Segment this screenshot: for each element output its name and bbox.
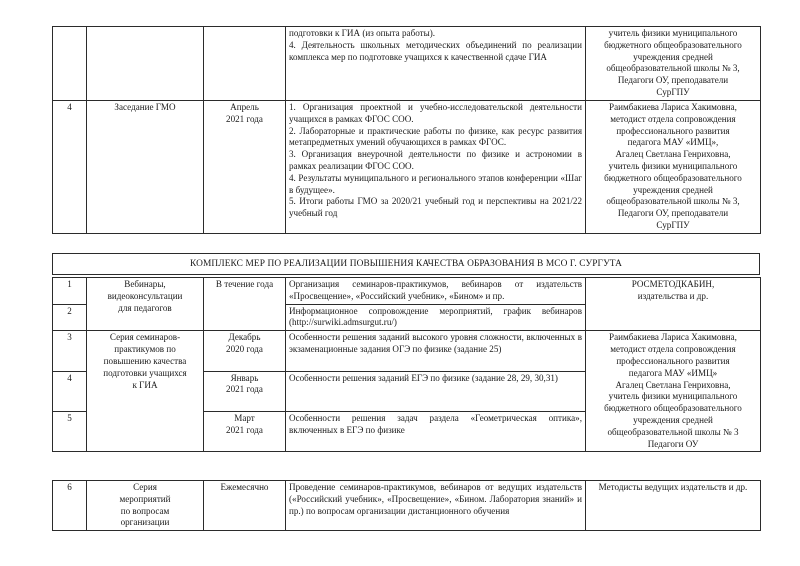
event-line: Серия [133, 482, 157, 492]
performer-line: Педагоги ОУ, преподаватели [617, 75, 729, 86]
performer-line: педагога МАУ «ИМЦ», [627, 137, 719, 148]
performer-line: Раимбакиева Лариса Хакимовна, [609, 101, 737, 112]
event-line: видеоконсультации [107, 290, 183, 301]
date-line: Март [234, 413, 255, 423]
date-line: 2021 года [226, 113, 263, 124]
table-row [53, 254, 760, 275]
performer-line: методист отдела сопровождения [610, 113, 736, 124]
event-line: повышению качества [103, 355, 187, 366]
cell-number: 1 [53, 278, 87, 305]
cell-performer [586, 100, 761, 233]
performer-line: Агалец Светлана Генриховна, [615, 149, 731, 160]
event-line: Серия семинаров- [109, 332, 181, 343]
cell-date [204, 331, 286, 371]
event-line: к ГИА [132, 379, 158, 390]
cell-content [286, 331, 586, 371]
content-paragraph: подготовки к ГИА (из опыта работы). [289, 28, 436, 38]
performer-line: Педагоги ОУ [647, 438, 699, 449]
content-paragraph: Особенности решения заданий высокого уровня сложности, включенных в экзаменационные задания ОГЭ по физике (задание 25) [289, 332, 582, 355]
cell-performer: Методисты ведущих издательств и др. [586, 481, 761, 531]
cell-event: Заседание ГМО [87, 100, 204, 233]
table-row [53, 27, 761, 101]
performer-line: СурГПУ [656, 87, 690, 98]
content-paragraph: 3. Организация внеурочной деятельности по физике и астрономии в рамках реализации ФГОС СОО. [289, 149, 582, 171]
performer-line: учитель физики муниципального [608, 391, 738, 402]
date-line: Апрель [230, 101, 259, 112]
table-row [53, 481, 761, 531]
content-paragraph: Особенности решения задач раздела «Геометрическая оптика», включенных в ЕГЭ по физике [289, 413, 582, 435]
performer-line: учреждения средней [633, 51, 713, 62]
cell-date [204, 371, 286, 411]
date-line: 2020 года [226, 344, 263, 355]
cell-event [87, 331, 204, 452]
performer-line: бюджетного общеобразовательного [604, 39, 742, 50]
content-paragraph: 5. Итоги работы ГМО за 2020/21 учебный год и перспективы на 2021/22 учебный год [289, 196, 582, 219]
performer-line: учреждения средней [633, 414, 713, 425]
cell-number: 5 [53, 412, 87, 452]
date-line: 2021 года [226, 424, 263, 435]
cell-number [53, 27, 87, 101]
cell-date [204, 100, 286, 233]
cell-date [204, 27, 286, 101]
schedule-table-top [52, 26, 761, 234]
date-line: Январь [230, 372, 259, 383]
section-banner [52, 253, 760, 275]
cell-content [286, 278, 586, 305]
cell-content [286, 371, 586, 411]
cell-content [286, 100, 586, 233]
cell-number: 4 [53, 371, 87, 411]
performer-line: профессионального развития [616, 125, 730, 136]
cell-content [286, 481, 586, 531]
performer-line: Педагоги ОУ, преподаватели [617, 208, 729, 219]
performer-line: педагога МАУ «ИМЦ» [628, 367, 718, 378]
event-line: организации [120, 517, 170, 528]
event-line: для педагогов [118, 302, 172, 313]
cell-content [286, 27, 586, 101]
event-line: подготовки учащихся [103, 367, 187, 378]
performer-line: Агалец Светлана Генриховна, [615, 379, 731, 390]
performer-line: бюджетного общеобразовательного [604, 403, 742, 414]
cell-number: 6 [53, 481, 87, 531]
table-row [53, 278, 761, 305]
performer-line: методист отдела сопровождения [610, 344, 736, 355]
performer-line: бюджетного общеобразовательного [604, 172, 742, 183]
cell-number: 2 [53, 304, 87, 331]
cell-content [286, 304, 586, 331]
cell-number: 4 [53, 100, 87, 233]
cell-event [87, 27, 204, 101]
cell-date: В течение года [204, 278, 286, 331]
content-paragraph: Особенности решения заданий ЕГЭ по физике (задание 28, 29, 30,31) [289, 372, 558, 383]
performer-line: общеобразовательной школы № 3, [606, 196, 740, 207]
table-row [53, 331, 761, 371]
performer-line: общеобразовательной школы № 3 [607, 426, 739, 437]
event-line: по вопросам [120, 505, 170, 516]
performer-line: профессионального развития [616, 355, 730, 366]
event-line: Вебинары, [124, 279, 166, 289]
performer-line: учитель физики муниципального [608, 160, 738, 171]
performer-line: СурГПУ [656, 220, 690, 230]
content-paragraph: 1. Организация проектной и учебно-исследовательской деятельности учащихся в рамках ФГОС СОО. [289, 101, 582, 124]
cell-event [87, 278, 204, 331]
performer-line: Раимбакиева Лариса Хакимовна, [609, 332, 737, 343]
content-paragraph: Информационное сопровождение мероприятий, график вебинаров (http://surwiki.admsurgut.ru/) [289, 305, 582, 328]
cell-performer [586, 331, 761, 452]
cell-performer [586, 278, 761, 331]
schedule-table-row-six [52, 480, 761, 531]
content-paragraph: 2. Лабораторные и практические работы по физике, как ресурс развития метапредметных умений обучающихся в рамках ФГОС. [289, 125, 582, 148]
content-paragraph: Организация семинаров-практикумов, вебинаров от издательств «Просвещение», «Российский учебник», «Бином» и пр. [289, 279, 582, 301]
cell-number: 3 [53, 331, 87, 371]
cell-date [204, 412, 286, 452]
cell-date: Ежемесячно [204, 481, 286, 531]
table-row [53, 100, 761, 233]
event-line: мероприятий [119, 493, 171, 504]
schedule-table-bottom [52, 277, 761, 452]
date-line: Декабрь [228, 332, 261, 343]
performer-line: издательства и др. [637, 290, 709, 301]
cell-event [87, 481, 204, 531]
performer-line: учитель физики муниципального [608, 28, 738, 38]
banner-title: КОМПЛЕКС МЕР ПО РЕАЛИЗАЦИИ ПОВЫШЕНИЯ КАЧЕСТВА ОБРАЗОВАНИЯ В МСО Г. СУРГУТА [53, 254, 760, 275]
event-line: практикумов по [114, 344, 176, 355]
content-paragraph: Проведение семинаров-практикумов, вебинаров от ведущих издательств («Российский учебник», «Просвещение», «Бином. Лаборатория знаний» и пр.) по вопросам организации дистанционного обучения [289, 482, 582, 516]
content-paragraph: 4. Деятельность школьных методических объединений по реализации комплекса мер по подготовке учащихся к качественной сдаче ГИА [289, 39, 582, 62]
performer-line: общеобразовательной школы № 3, [606, 63, 740, 74]
content-paragraph: 4. Результаты муниципального и регионального этапов конференции «Шаг в будущее». [289, 172, 582, 195]
date-line: 2021 года [226, 384, 263, 395]
cell-content [286, 412, 586, 452]
performer-line: учреждения средней [633, 184, 713, 195]
cell-performer [586, 27, 761, 101]
performer-line: РОСМЕТОДКАБИН, [631, 279, 715, 289]
